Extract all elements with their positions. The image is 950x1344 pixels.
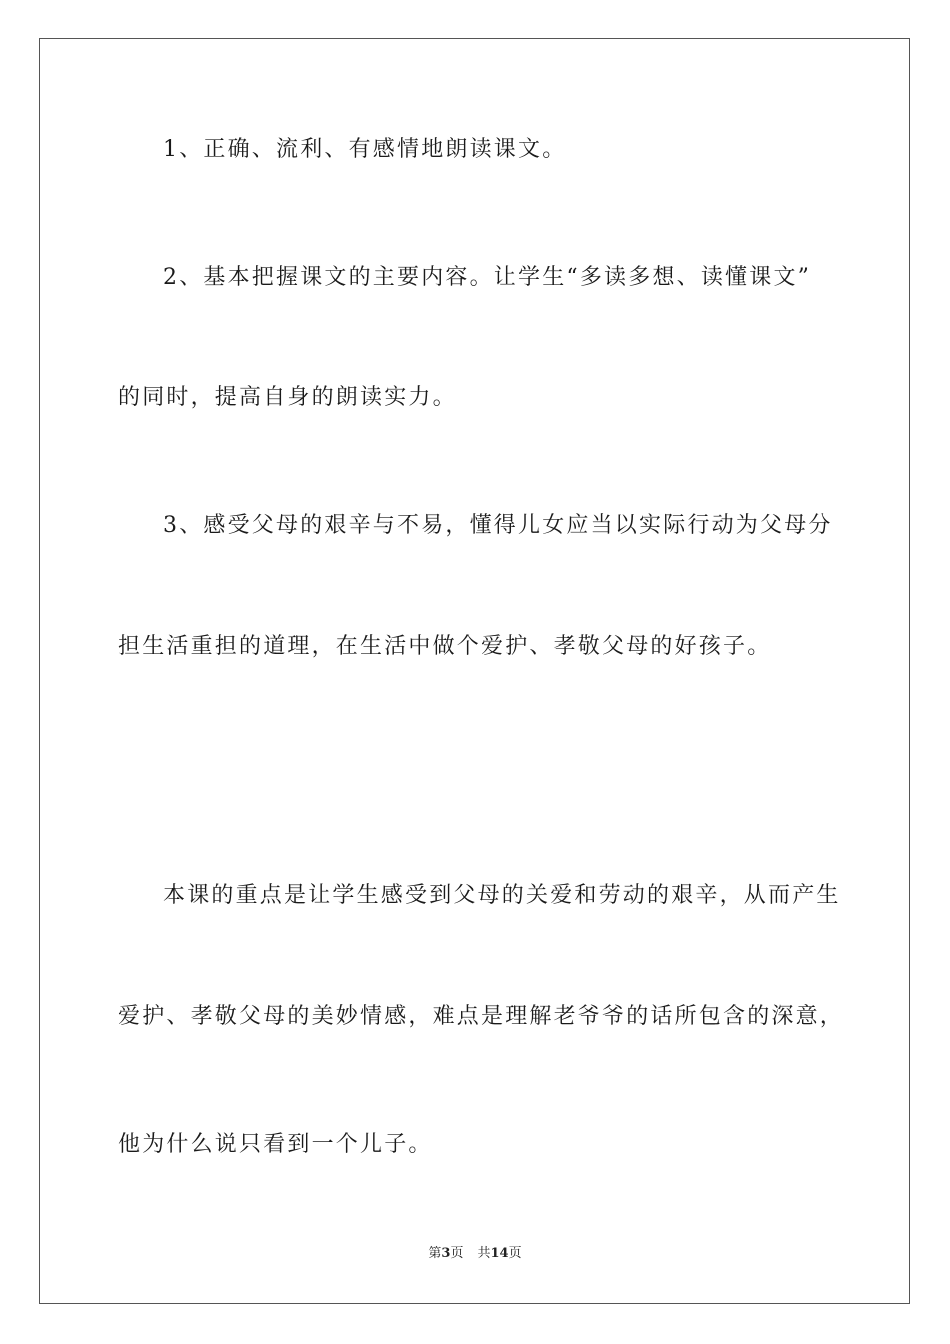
objective-2-text-line-1: 2、基本把握课文的主要内容。让学生“多读多想、读懂课文” <box>163 265 812 290</box>
objective-2-text-line-2: 的同时，提高自身的朗读实力。 <box>118 385 457 410</box>
footer-total-prefix: 共 <box>477 1246 491 1261</box>
page-footer <box>0 1246 950 1262</box>
page-border <box>39 38 910 1304</box>
footer-total-suffix: 页 <box>508 1246 522 1261</box>
footer-page-number: 3 <box>441 1246 451 1261</box>
objective-3-text-line-1: 3、感受父母的艰辛与不易，懂得儿女应当以实际行动为父母分 <box>163 513 833 538</box>
focus-paragraph-line-3: 他为什么说只看到一个儿子。 <box>118 1132 433 1157</box>
focus-paragraph-line-2: 爱护、孝敬父母的美妙情感，难点是理解老爷爷的话所包含的深意， <box>118 1004 845 1029</box>
footer-page-suffix: 页 <box>450 1246 464 1261</box>
footer-total-pages: 14 <box>490 1246 509 1261</box>
footer-page-prefix: 第 <box>428 1246 442 1261</box>
objective-3-text-line-2: 担生活重担的道理，在生活中做个爱护、孝敬父母的好孩子。 <box>118 634 772 659</box>
objective-1-text: 1、正确、流利、有感情地朗读课文。 <box>163 137 567 162</box>
focus-paragraph-line-1: 本课的重点是让学生感受到父母的关爱和劳动的艰辛，从而产生 <box>163 883 841 908</box>
